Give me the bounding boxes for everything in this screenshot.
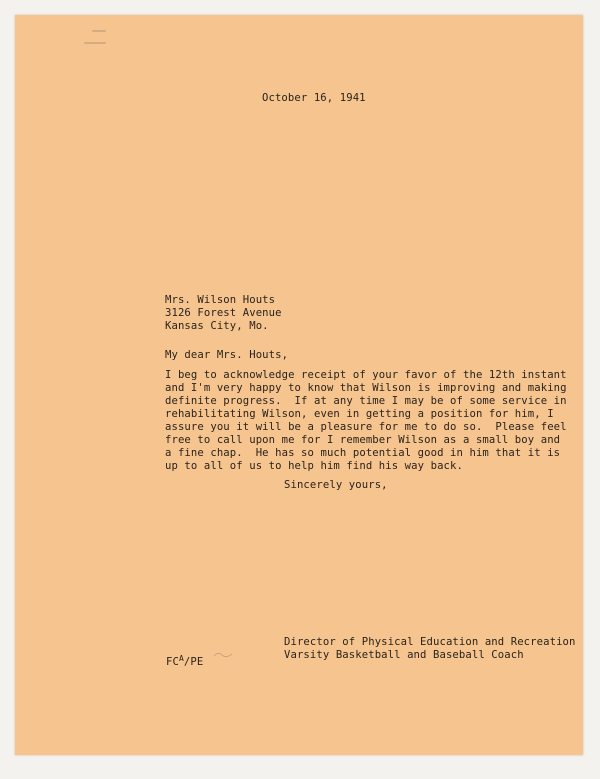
recipient-name: Mrs. Wilson Houts [165,294,276,306]
initials-superscript: A [178,654,184,663]
letter-date: October 16, 1941 [262,92,366,104]
salutation: My dear Mrs. Houts, [165,349,289,361]
initials-upper: FC [166,656,179,668]
body-line: up to all of us to help him find his way back. [165,460,463,472]
closing: Sincerely yours, [284,479,388,491]
body-line: and I'm very happy to know that Wilson is improving and making [165,382,567,394]
initials-lower: /PE [183,656,204,668]
body-line: assure you it will be a pleasure for me to do so. Please feel [165,421,567,433]
recipient-street: 3126 Forest Avenue [165,307,282,319]
signature-title: Director of Physical Education and Recreation [284,636,576,648]
scan-mark [92,30,106,32]
body-line: definite progress. If at any time I may be of some service in [165,395,567,407]
recipient-city: Kansas City, Mo. [165,320,269,332]
body-line: free to call upon me for I remember Wilson as a small boy and [165,434,561,446]
ink-mark [208,642,240,664]
body-line: I beg to acknowledge receipt of your favor of the 12th instant [165,369,567,381]
body-line: rehabilitating Wilson, even in getting a position for him, I [165,408,554,420]
scan-mark [84,42,106,44]
typist-initials [166,652,203,670]
signature-title: Varsity Basketball and Baseball Coach [284,649,524,661]
body-line: a fine chap. He has so much potential good in him that it is [165,447,561,459]
